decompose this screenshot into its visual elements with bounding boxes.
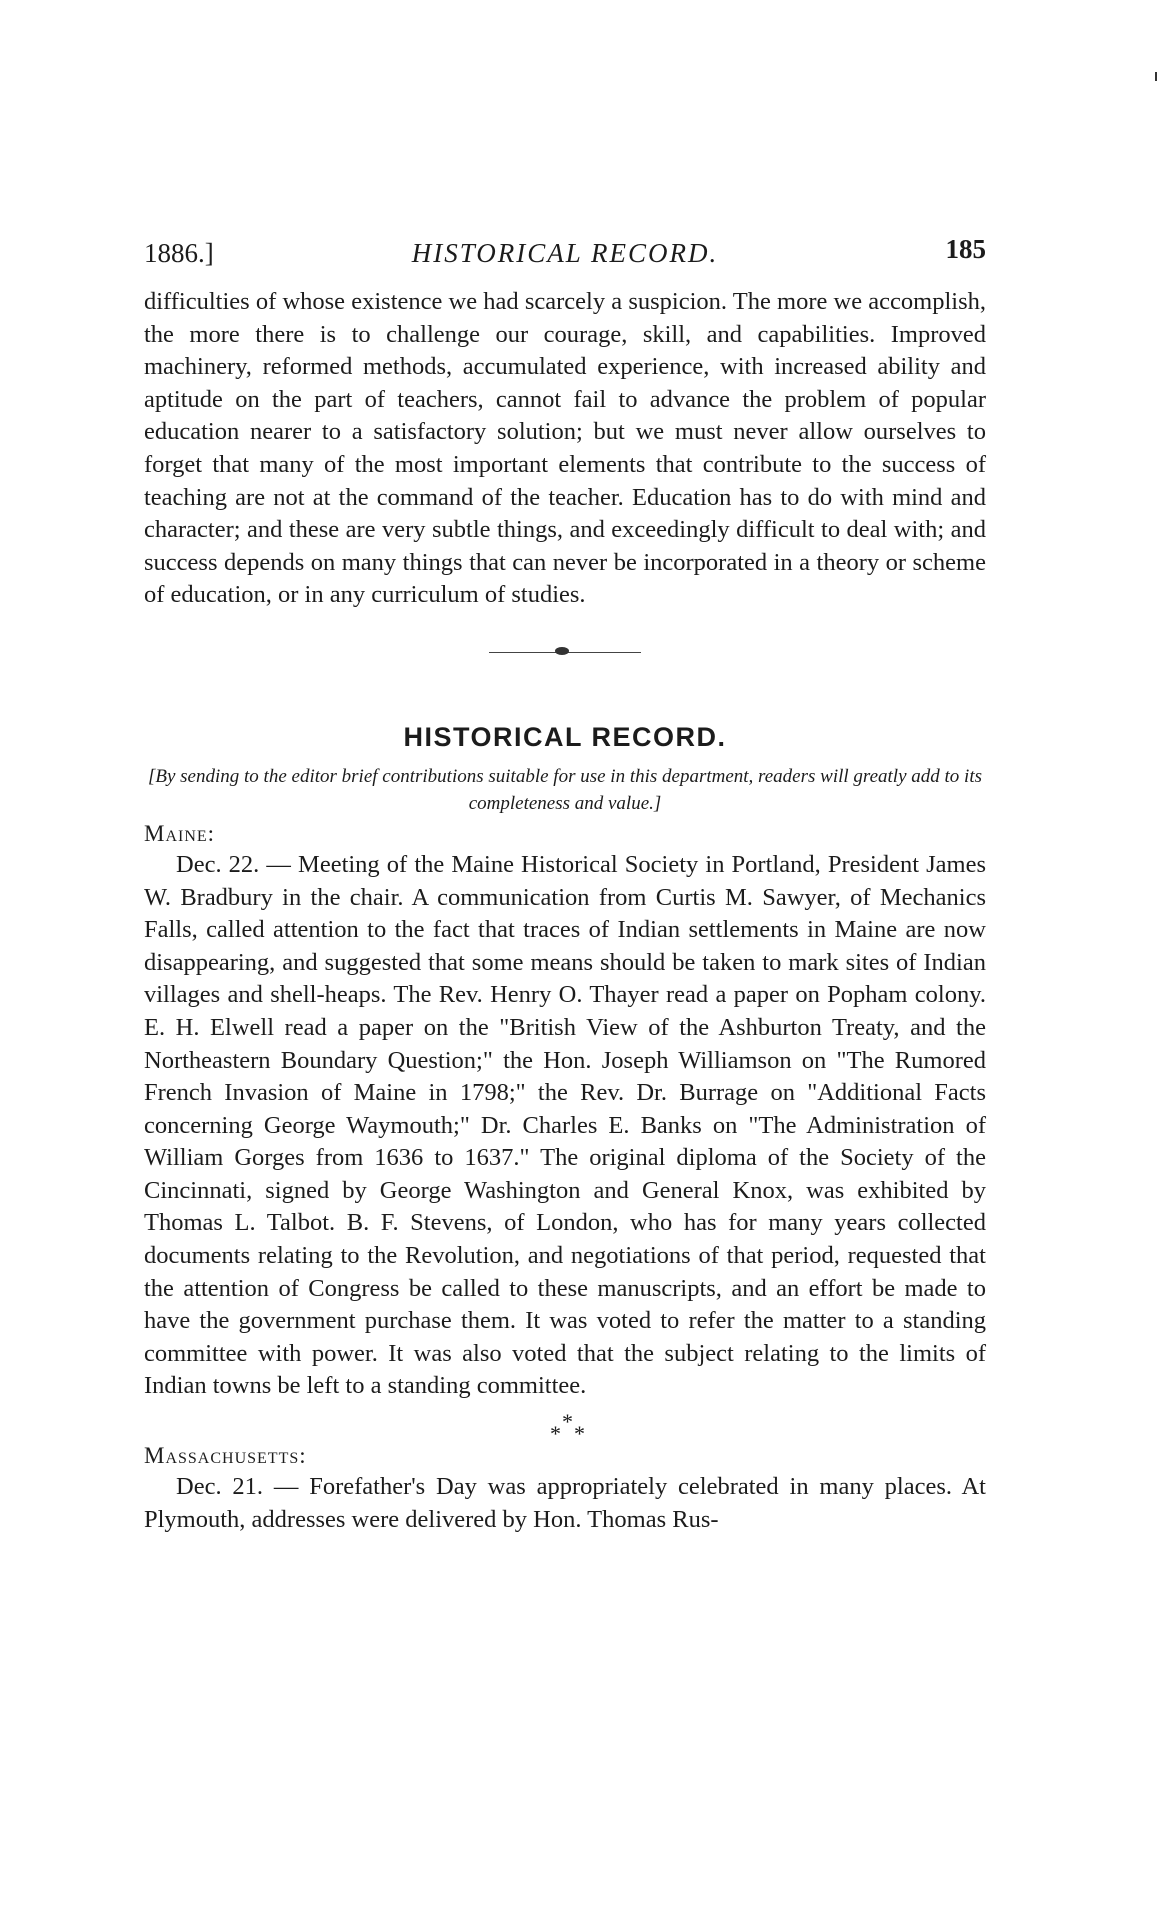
asterism [144,1403,986,1447]
margin-mark [1155,72,1157,81]
text-column [144,232,986,1536]
running-head-title: HISTORICAL RECORD. [411,238,719,268]
entry-maine: Dec. 22. — Meeting of the Maine Historical Society in Portland, President James W. Bradbury in the chair. A communication from Curtis M. Sawyer, of Mechanics Falls, called attention to the fact that traces of Indian settlements in Maine are now disappearing, and suggested that some means should be taken to mark sites of Indian villages and shell-heaps. The Rev. Henry O. Thayer read a paper on Popham colony. E. H. Elwell read a paper on the "British View of the Ashburton Treaty, and the Northeastern Boundary Question;" the Hon. Joseph Williamson on "The Rumored French Invasion of Maine in 1798;" the Rev. Dr. Burrage on "Additional Facts concerning George Waymouth;" Dr. Charles E. Banks on "The Administration of William Gorges from 1636 to 1637." The original diploma of the Society of the Cincinnati, signed by George Washington and General Knox, was exhibited by Thomas L. Talbot. B. F. Stevens, of London, who has for many years collected documents relating to the Revolution, and negotiations of that period, requested that the attention of Congress be called to these manuscripts, and an effort be made to have the government purchase them. It was voted to refer the matter to a standing committee with power. It was also voted that the subject relating to the limits of Indian towns be left to a standing committee. [144,850,986,1400]
page-number: 185 [945,234,986,264]
entry-massachusetts: Dec. 21. — Forefather's Day was appropriately celebrated in many places. At Plymouth, addresses were delivered by Hon. Thomas Rus- [144,1473,986,1533]
divider-dot [555,647,569,655]
state-heading-maine: Maine: [144,820,216,846]
running-head [144,232,986,276]
state-heading-massachusetts: Massachusetts: [144,1443,307,1469]
running-head-year: 1886.] [144,238,214,268]
continued-paragraph: difficulties of whose existence we had scarcely a suspicion. The more we accomplish, the more there is to challenge our courage, skill, and capabilities. Improved machinery, reformed methods, accumulated experience, with increased ability and aptitude on the part of teachers, cannot fail to advance the problem of popular education nearer to a satisfactory solution; but we must never allow ourselves to forget that many of the most important elements that contribute to the success of teaching are not at the command of the teacher. Education has to do with mind and character; and these are very subtle things, and exceedingly difficult to deal with; and success depends on many things that can never be incorporated in a theory or scheme of education, or in any curriculum of studies. [144,288,986,609]
asterism-star-top: * [562,1409,573,1435]
section-title: HISTORICAL RECORD. [403,721,727,752]
asterism-star-left: * [550,1421,561,1447]
section-divider-ornament [144,612,986,684]
editorial-note: [By sending to the editor brief contributions suitable for use in this department, readers will greatly add to its completeness and value.] [147,765,982,814]
asterism-star-right: * [574,1421,585,1447]
